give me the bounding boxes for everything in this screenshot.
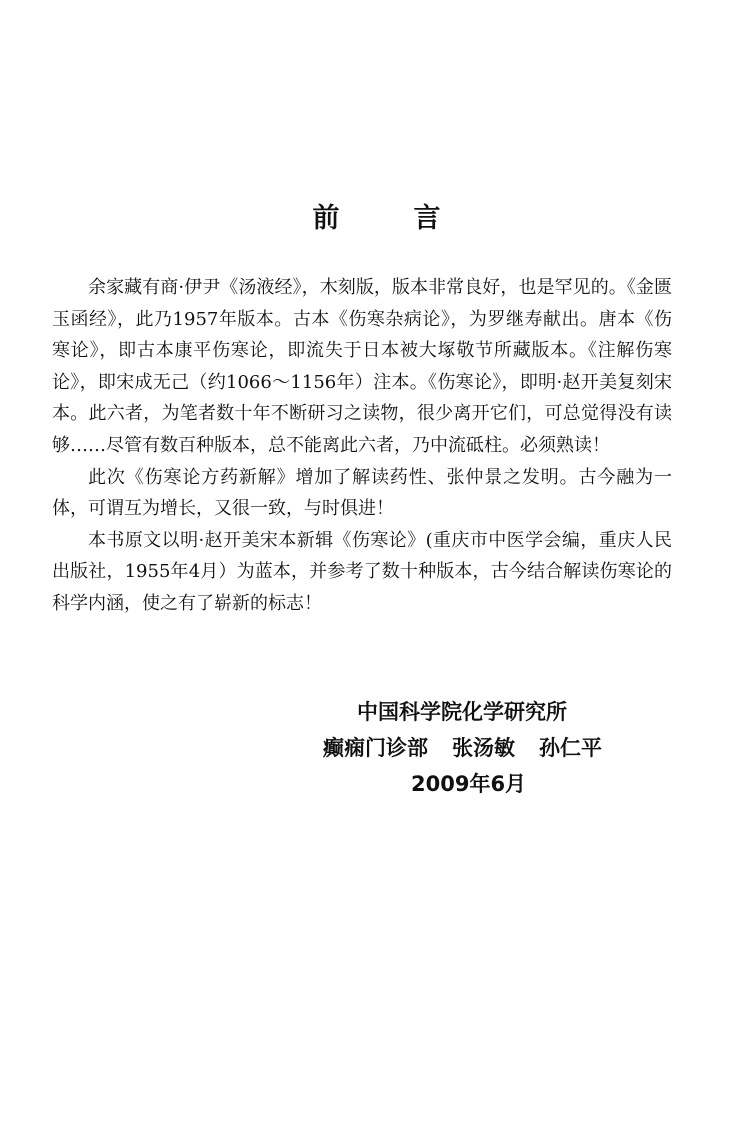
paragraph-2: 此次《伤寒论方药新解》增加了解读药性、张仲景之发明。古今融为一体，可谓互为增长，又很一致，与时俱进！ xyxy=(52,466,672,520)
page-title xyxy=(0,196,753,235)
preface-body xyxy=(52,272,672,620)
signature-institution: 中国科学院化学研究所 xyxy=(357,700,567,724)
signature-author-1: 张汤敏 xyxy=(452,736,515,760)
signature-author-2: 孙仁平 xyxy=(539,736,602,760)
paragraph-1: 余家藏有商·伊尹《汤液经》，木刻版，版本非常良好，也是罕见的。《金匮玉函经》，此乃1957年版本。古本《伤寒杂病论》，为罗继寿献出。唐本《伤寒论》，即古本康平伤寒论，即流失于日本被大塚敬节所藏版本。《注解伤寒论》，即宋成无己（约1066～1156年）注本。《伤寒论》，即明·赵开美复刻宋本。此六者，为笔者数十年不断研习之读物，很少离开它们，可总觉得没有读够……尽管有数百种版本，总不能离此六者，乃中流砥柱。必须熟读！ xyxy=(52,277,672,456)
signature-authors xyxy=(323,732,663,762)
paragraph-3: 本书原文以明·赵开美宋本新辑《伤寒论》(重庆市中医学会编，重庆人民出版社，1955年4月）为蓝本，并参考了数十种版本，古今结合解读伤寒论的科学内涵，使之有了崭新的标志！ xyxy=(52,529,672,614)
signature-department: 癫痫门诊部 xyxy=(323,736,428,760)
signature-date: 2009年6月 xyxy=(411,772,527,796)
title-char-1: 前 xyxy=(312,203,340,234)
title-char-2: 言 xyxy=(413,203,441,234)
